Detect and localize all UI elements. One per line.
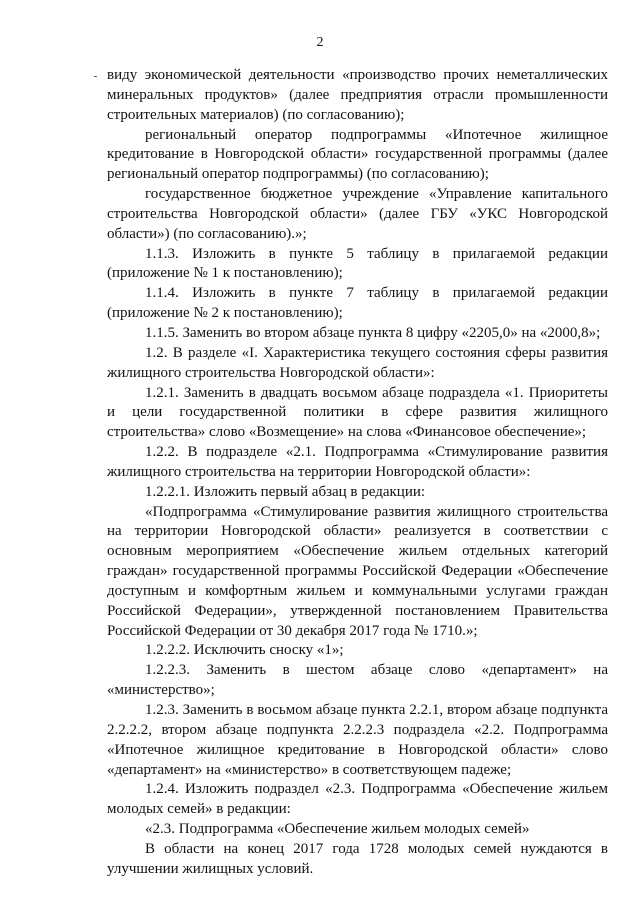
paragraph: «Подпрограмма «Стимулирование развития жилищного строительства на территории Новгородской области» реализуется в соответствии с основным мероприятием «Обеспечение жильем отдельных категорий граждан» государственной программы Российской Федерации «Обеспечение доступным и комфортным жильем и коммунальными услугами граждан Российской Федерации», утвержденной постановлением Правительства Российской Федерации от 30 декабря 2017 года № 1710.»; [107,503,608,639]
paragraph: «2.3. Подпрограмма «Обеспечение жильем молодых семей» [145,821,530,838]
page-number: 2 [316,35,324,50]
paragraph: государственное бюджетное учреждение «Управление капитального строительства Новгородской области» (далее ГБУ «УКС Новгородской области») (по согласованию).»; [107,186,608,242]
paragraph: 1.2.1. Заменить в двадцать восьмом абзаце подраздела «1. Приоритеты и цели государственной политики в сфере развития жилищного строительства» слово «Возмещение» на слова «Финансовое обеспечение»; [107,384,608,441]
paragraph: 1.2.3. Заменить в восьмом абзаце пункта 2.2.1, втором абзаце подпункта 2.2.2.2, втором абзаце подпункта 2.2.2.3 подраздела «2.2. Подпрограмма «Ипотечное жилищное кредитование в Новгородской области» слово «департамент» на «министерство» в соответствующем падеже; [107,702,608,778]
paragraph: 1.2.2.2. Исключить сноску «1»; [145,642,344,659]
paragraph: 1.2. В разделе «I. Характеристика текущего состояния сферы развития жилищного строительства Новгородской области»: [107,344,608,381]
paragraph: 1.2.2. В подразделе «2.1. Подпрограмма «Стимулирование развития жилищного строительства на территории Новгородской области»: [107,444,608,480]
margin-mark [94,76,97,77]
paragraph: 1.2.2.3. Заменить в шестом абзаце слово «департамент» на «министерство»; [107,662,608,699]
paragraph: В области на конец 2017 года 1728 молодых семей нуждаются в улучшении жилищных условий. [107,840,608,877]
document-body [107,66,608,880]
paragraph: виду экономической деятельности «производство прочих неметаллических минеральных продуктов» (далее предприятия отрасли промышленности строительных материалов) (по согласованию); [107,67,608,123]
paragraph: региональный оператор подпрограммы «Ипотечное жилищное кредитование в Новгородской области» государственной программы (далее региональный оператор подпрограммы) (по согласованию); [107,126,608,183]
paragraph: 1.2.4. Изложить подраздел «2.3. Подпрограмма «Обеспечение жильем молодых семей» в редакции: [107,781,608,818]
paragraph: 1.1.3. Изложить в пункте 5 таблицу в прилагаемой редакции (приложение № 1 к постановлению); [107,245,608,282]
paragraph: 1.1.4. Изложить в пункте 7 таблицу в прилагаемой редакции (приложение № 2 к постановлению); [107,285,608,322]
paragraph: 1.1.5. Заменить во втором абзаце пункта 8 цифру «2205,0» на «2000,8»; [145,324,601,341]
paragraph: 1.2.2.1. Изложить первый абзац в редакции: [145,483,426,500]
